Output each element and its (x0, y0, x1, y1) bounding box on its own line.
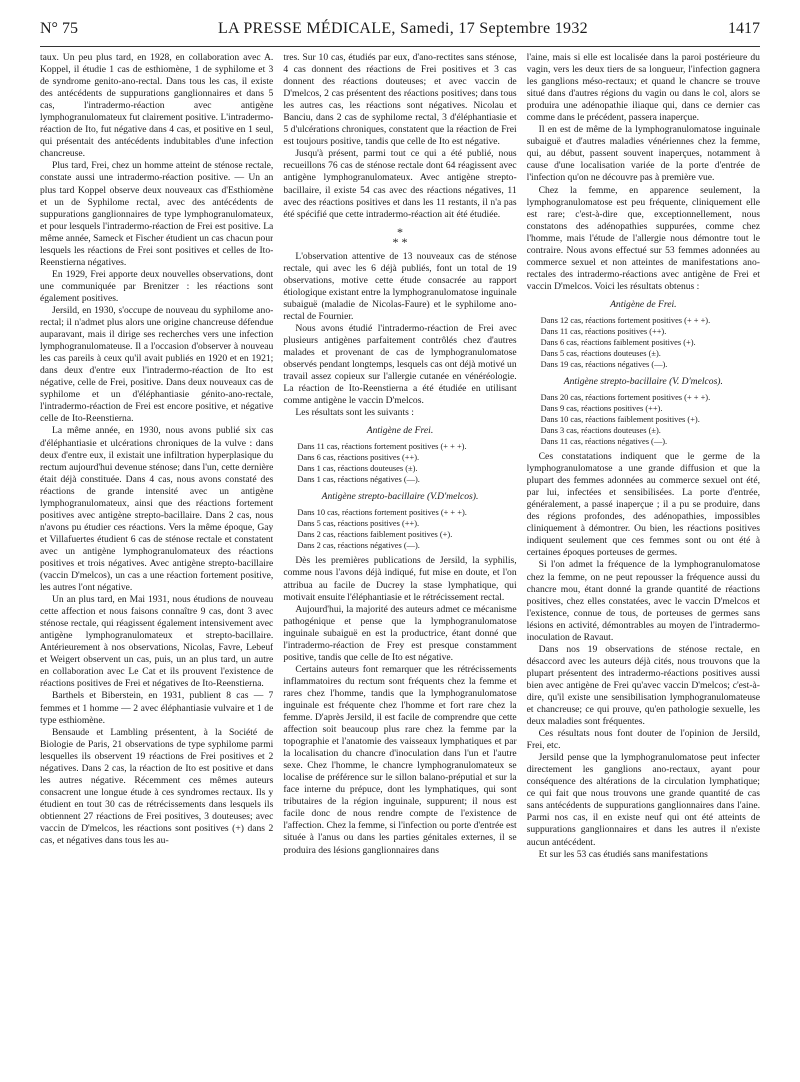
result-line: Dans 19 cas, réactions négatives (—). (540, 359, 668, 369)
result-line: Dans 2 cas, réactions faiblement positives (+). (297, 530, 453, 540)
paragraph: L'observation attentive de 13 nouveaux cas de sténose rectale, qui avec les 6 déjà publiés, font un total de 19 observations, motive cette étude consacrée au rapport étiologique existant entre la lymphogranulomatose inguinale subaiguë (maladie de Nicolas-Faure) et le syphilome ano-rectal de Fournier. (283, 250, 517, 322)
paragraph: Chez la femme, en apparence seulement, la lymphogranulomatose est peu fréquente, cliniquement elle est rare; c'est-à-dire que, exceptionnellement, nous constatons des adénopathies suppurées, comme chez l'homme, mais l'étude de l'allergie nous démontre tout le contraire. Nous avons effectué sur 53 femmes adonnées au commerce sexuel et non atteintes de manifestations ano-rectales des intradermo-réactions avec antigène de Frei et vaccin D'melcos. Voici les résultats obtenus : (526, 184, 760, 292)
issue-number: N° 75 (40, 20, 78, 37)
paragraph: Jersild pense que la lymphogranulomatose peut infecter directement les ganglions ano-rectaux, ayant pour conséquence des altérations de la circulation lymphatique; ce qui fait que nous trouvons une grande quantité de cas sans antécédents de suppurations ganglionnaires dans l'aine. Parmi nos cas, il en existe neuf qui ont été atteints de suppurations ganglionnaires et dans les autres il n'existe aucun antécédent. (526, 752, 760, 848)
results-subtitle: Antigène strepto-bacillaire (V.D'melcos). (321, 491, 479, 503)
result-line: Dans 10 cas, réactions faiblement positives (+). (540, 415, 700, 425)
column-3 (527, 52, 760, 1074)
paragraph: Nous avons étudié l'intradermo-réaction de Frei avec plusieurs antigènes parfaitement contrôlés chez d'autres malades et provenant de cas de lymphogranulomatose observés pendant longtemps, lesquels cas ont déjà motivé un travail assez copieux sur l'allergie cutanée en vénéréologie. La réaction de Ito-Reenstierna a été étudiée en utilisant comme antigène le vaccin D'melcos. (283, 322, 517, 407)
paragraph: Bensaude et Lambling présentent, à la Société de Biologie de Paris, 21 observations de type syphilome parmi lesquelles ils observent 19 réactions de Frei positives et 2 négatives. Dans 2 cas, la réaction de Ito est positive et dans les autres négative. Récemment ces mêmes auteurs consacrent une longue étude à ces syndromes rectaux. Ils y étudient en tout 30 cas de rétrécissements dans lesquels ils obtiennent 27 réactions de Frei positives, 3 douteuses; avec vaccin de D'melcos, les réactions sont positives (+) dans 2 cas, et négatives dans tous les au- (40, 726, 274, 847)
paragraph: Les résultats sont les suivants : (295, 407, 414, 419)
paragraph: Plus tard, Frei, chez un homme atteint de sténose rectale, constate aussi une intradermo-réaction positive. — Un an plus tard Koppel observe deux nouveaux cas d'Esthiomène et un de Syphilome rectal, avec des antécédents de suppurations ganglionnaires de type lymphogranulomateux, et pour lesquels l'intradermo-réaction de Frei est positive. La même année, Sameck et Fischer étudient un cas chacun pour lesquels les réactions de Frei sont positives et celles de Ito-Reenstierna négatives. (40, 160, 274, 268)
result-line: Dans 6 cas, réactions positives (++). (297, 453, 420, 463)
paragraph: Aujourd'hui, la majorité des auteurs admet ce mécanisme pathogénique et pense que la lymphogranulomatose inguinale subaiguë en est la productrice, étant donné que l'intradermo-réaction de Frey est presque constamment positive, tandis que celle de Ito est négative. (283, 603, 517, 663)
result-line: Dans 6 cas, réactions faiblement positives (+). (540, 337, 696, 347)
paragraph: En 1929, Frei apporte deux nouvelles observations, dont une communiquée par Brenitzer : les réactions sont également positives. (40, 268, 274, 304)
paragraph: Jusqu'à présent, parmi tout ce qui a été publié, nous recueillons 76 cas de sténose rectale dont 64 réagissent avec antigène lymphogranulomateux. Avec antigène strepto-bacillaire, il existe 54 cas avec des réactions négatives, 11 avec des réactions positives et dans les 11 restants, il n'a pas été spécifié que cette intradermo-réaction ait été étudiée. (283, 148, 517, 220)
result-line: Dans 1 cas, réactions douteuses (±). (297, 464, 418, 474)
paragraph: Dans nos 19 observations de sténose rectale, en désaccord avec les auteurs déjà cités, nous trouvons que la plupart présentent des intradermo-réactions positives aussi bien avec antigène de Frei qu'avec vaccin D'melcos; c'est-à-dire, qu'il existe une sensibilisation lymphogranulomateuse et chancreuse; ce qui prouve, qu'en pathologie sexuelle, les deux maladies sont fréquentes. (526, 643, 760, 728)
result-line: Dans 11 cas, réactions fortement positives (+ + +). (297, 442, 467, 452)
article-body (40, 52, 760, 1074)
column-1 (40, 52, 273, 1074)
results-list (541, 315, 760, 370)
page-number: 1417 (727, 20, 760, 37)
result-line: Dans 5 cas, réactions douteuses (±). (540, 348, 661, 358)
result-line: Dans 10 cas, réactions fortement positives (+ + +). (297, 508, 467, 518)
paragraph: Si l'on admet la fréquence de la lymphogranulomatose chez la femme, on ne peut repousser la fréquence aussi du chancre mou, étant donné la grande quantité de réactions positives, chez elles constatées, avec le vaccin D'melcos et l'existence, connue de tous, de porteuses de germes sans lésions en activité, démontrables au moyen de l'intradermo-inoculation de Ravaut. (526, 559, 760, 643)
result-line: Dans 3 cas, réactions douteuses (±). (540, 426, 661, 436)
result-line: Dans 1 cas, réactions négatives (—). (297, 475, 420, 485)
results-subtitle: Antigène strepto-bacillaire (V. D'melcos). (563, 375, 723, 387)
result-line: Dans 5 cas, réactions positives (++). (297, 519, 420, 529)
paragraph: Un an plus tard, en Mai 1931, nous étudions de nouveau cette affection et nous faisons connaître 9 cas, dont 3 avec sténose rectale, qui réagissent également intensivement avec antigène lymphogranulomateux et strepto-bacillaire. Antérieurement à nos observations, Nicolas, Favre, Lebeuf et Weigert observent un cas, puis, un an plus tard, un autre en collaboration avec Le Cat et ils prouvent l'existence de réactions positives de Frei et négatives de Ito-Reenstierna. (40, 594, 274, 690)
results-subtitle: Antigène de Frei. (610, 298, 677, 310)
paragraph: Il en est de même de la lymphogranulomatose inguinale subaiguë et d'autres maladies vénériennes chez la femme, qui, au début, passent souvent inaperçues, notamment à cause d'une localisation variée de la porte d'entrée de l'infection qu'on ne découvre pas à première vue. (526, 124, 760, 184)
header-rule (40, 46, 760, 47)
journal-title: LA PRESSE MÉDICALE, Samedi, 17 Septembre 1932 (218, 20, 588, 37)
result-line: Dans 20 cas, réactions fortement positives (+ + +). (540, 393, 711, 403)
results-subtitle: Antigène de Frei. (366, 425, 434, 437)
paragraph: tres. Sur 10 cas, étudiés par eux, d'ano-rectites sans sténose, 4 cas donnent des réactions de Frei positives et 3 cas donnent des réactions douteuses; et avec vaccin de D'melcos, 2 cas présentent des réactions positives; dans tous les autres cas, les réactions sont négatives. Nicolau et Banciu, dans 2 cas de syphilome rectal, 3 d'éléphantiasie et 5 d'ulcérations chroniques, constatent que la réaction de Frei est toujours positive, tandis que celle de Ito est négative. (283, 52, 517, 148)
paragraph: Ces résultats nous font douter de l'opinion de Jersild, Frei, etc. (526, 728, 760, 752)
result-line: Dans 9 cas, réactions positives (++). (540, 404, 663, 414)
page-header (40, 20, 760, 42)
result-line: Dans 11 cas, réactions positives (++). (540, 326, 667, 336)
paragraph: Certains auteurs font remarquer que les rétrécissements inflammatoires du rectum sont fréquents chez la femme et rares chez l'homme, tandis que la lymphogranulomatose inguinale est fréquente chez l'homme et fort rare chez la femme. D'après Jersild, il est facile de comprendre que cette affection soit beaucoup plus rare chez la femme par la topographie et l'anatomie des vaisseaux lymphatiques et par la localisation du chancre d'inoculation dans l'un et l'autre sexe. Chez l'homme, le chancre lymphogranulomateux se localise de préférence sur le sillon balano-préputial et sur la face interne du prépuce, dont les lymphatiques, qui sont tributaires de la région inguinale, suppurent; il nous est facile donc de nous rendre compte de l'existence de l'affection. Chez la femme, si l'infection ou porte d'entrée est située à l'anus ou dans les parties génitales externes, il se produira des lésions ganglionnaires dans (283, 663, 517, 856)
paragraph: Barthels et Biberstein, en 1931, publient 8 cas — 7 femmes et 1 homme — 2 avec éléphantiasie vulvaire et 1 de type esthiomène. (40, 690, 274, 726)
result-line: Dans 2 cas, réactions négatives (—). (297, 541, 420, 551)
results-list (541, 392, 760, 447)
result-line: Dans 12 cas, réactions fortement positives (+ + +). (540, 315, 711, 325)
column-2 (283, 52, 516, 1074)
paragraph: Et sur les 53 cas étudiés sans manifestations (538, 848, 708, 860)
paragraph: l'aine, mais si elle est localisée dans la paroi postérieure du vagin, vers les deux tiers de sa longueur, l'infection gagnera les ganglions méso-rectaux; et quand le chancre se trouve situé dans d'autres régions du vagin ou dans le col, alors se produira une adénopathie iliaque qui, dans ce dernier cas comme dans le précédent, passera inaperçue. (526, 52, 760, 124)
results-list (297, 441, 516, 485)
paragraph: Ces constatations indiquent que le germe de la lymphogranulomatose a une grande diffusion et que la plupart des femmes adonnées au commerce sexuel ont été, par lui, infectées et sensibilisées. La porte d'entrée, généralement, a passé inaperçue ; il a pu se produire, dans des régions profondes, des adénopathies, impossibles cliniquement à démontrer. Ou bien, les réactions positives indiquent seulement que ces femmes sont ou ont été à certaines époques porteuses de germes. (526, 451, 760, 559)
section-separator: * * * (392, 224, 408, 249)
results-list (297, 507, 516, 551)
paragraph: La même année, en 1930, nous avons publié six cas d'éléphantiasie et ulcérations chroniques de la vulve : dans deux d'entre eux, il existait une infiltration hyperplasique du rectum aujourd'hui devenue sténose; dans l'un, cette dernière était déjà constituée. Dans 4 cas, nous avons constaté des réactions de grande intensité avec un antigène lymphogranulomateux, ainsi que des réactions fortement positives avec antigène strepto-bacillaire. Dans 2 cas, nous n'avons pu étudier ces réactions. Vers la même époque, Gay et Villafuertes étudient 6 cas de sténose rectale et constatent avec un antigène lymphogranulomateux des réactions positives et trois négatives. Avec antigène strepto-bacillaire (vaccin D'melcos), un cas a une réaction fortement positive, les autres l'ont négative. (40, 425, 274, 594)
paragraph: Jersild, en 1930, s'occupe de nouveau du syphilome ano-rectal; il n'admet plus alors une origine chancreuse défendue auparavant, mais il dirige ses recherches vers une infection lymphogranulomateuse. Il a l'occasion d'observer à nouveau les cas pareils à ceux qu'il avait publiés en 1920 et en 1921; dans deux d'entre eux l'intradermo-réaction de Ito est négative, celle de Frei, positive. Dans deux nouveaux cas de syphilome et un d'éléphantiasie génito-ano-rectale, l'intradermo-réaction de Frei est encore positive, et négative celle de Ito-Reenstierna. (40, 304, 274, 425)
result-line: Dans 11 cas, réactions négatives (—). (540, 437, 668, 447)
paragraph: taux. Un peu plus tard, en 1928, en collaboration avec A. Koppel, il étudie 1 cas de esthiomène, 1 de syphilome et 3 de syndrome genito-ano-rectal. Dans tous les cas, il existe des antécédents de suppurations ganglionnaires et dans 5 cas, l'intradermo-réaction avec antigène lymphogranulomateux fut clairement positive. L'intradermo-réaction de Ito, fut négative dans 4 cas, et positive en 1 seul, qui présentait des antécédents indubitables d'une infection chancreuse. (40, 52, 274, 160)
paragraph: Dès les premières publications de Jersild, la syphilis, comme nous l'avons déjà indiqué, fut mise en doute, et l'on attribua au facile de Ducrey la stase lymphatique, qui motivait ensuite l'éléphantiasie et le rétrécissement rectal. (283, 555, 517, 603)
